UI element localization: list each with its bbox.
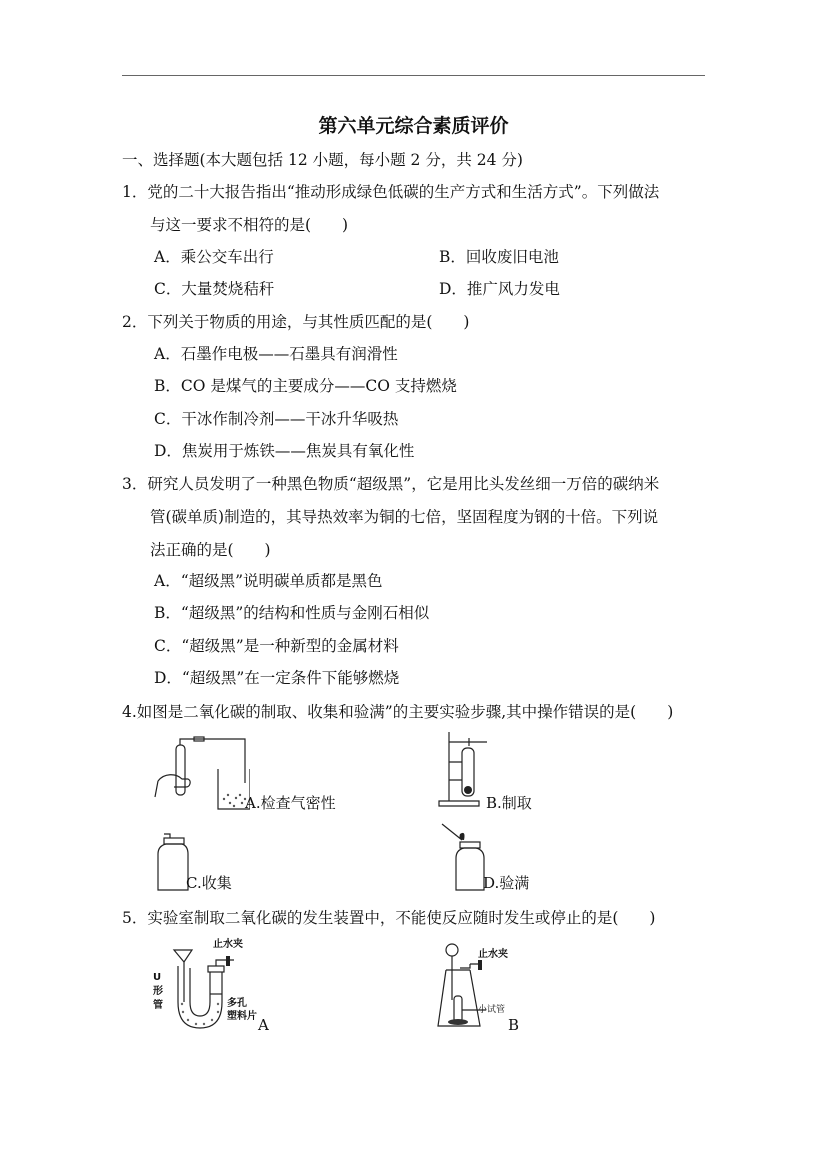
q1-option-b: B．回收废旧电池	[439, 248, 559, 266]
q4-option-d-label: D.验满	[483, 874, 530, 892]
q4-figure-a-airtightness	[150, 733, 250, 813]
q1-stem-line2: 与这一要求不相符的是( )	[150, 216, 349, 234]
q2-stem: 2．下列关于物质的用途，与其性质匹配的是( )	[122, 313, 470, 331]
q2-option-a: A．石墨作电极——石墨具有润滑性	[154, 345, 398, 363]
header-rule	[122, 75, 705, 76]
q4-stem: 4.如图是二氧化碳的制取、收集和验满”的主要实验步骤,其中操作错误的是( )	[122, 703, 674, 721]
q5-stem: 5．实验室制取二氧化碳的发生装置中，不能使反应随时发生或停止的是( )	[122, 909, 656, 927]
q5-option-b-label: B	[508, 1016, 520, 1034]
q2-option-c: C．干冰作制冷剂——干冰升华吸热	[154, 410, 399, 428]
q2-option-b: B．CO 是煤气的主要成分——CO 支持燃烧	[154, 377, 457, 395]
q5-a-u-label-3: 管	[153, 1000, 163, 1011]
q3-stem-line1: 3．研究人员发明了一种黑色物质“超级黑”，它是用比头发丝细一万倍的碳纳米	[122, 475, 660, 493]
q3-option-c: C．“超级黑”是一种新型的金属材料	[154, 637, 399, 655]
q3-stem-line3: 法正确的是( )	[150, 541, 271, 559]
q4-option-a-label: A.检查气密性	[245, 794, 336, 812]
q1-option-c: C．大量焚烧秸秆	[154, 280, 275, 298]
q5-b-clamp-label: 止水夹	[478, 949, 508, 960]
q4-option-b-label: B.制取	[486, 794, 532, 812]
q1-option-d: D．推广风力发电	[439, 280, 560, 298]
q5-a-plate-label-2: 塑料片	[227, 1011, 257, 1022]
q4-figure-d-check-full	[440, 818, 486, 892]
q3-option-a: A．“超级黑”说明碳单质都是黑色	[154, 572, 383, 590]
q1-stem-line1: 1．党的二十大报告指出“推动形成绿色低碳的生产方式和生活方式”。下列做法	[122, 183, 660, 201]
q5-b-tube-label: 小试管	[478, 1005, 506, 1015]
q4-option-c-label: C.收集	[186, 874, 232, 892]
q4-figure-b-preparation	[437, 730, 489, 810]
q5-option-a-label: A	[258, 1016, 269, 1034]
q3-stem-line2: 管(碳单质)制造的，其导热效率为铜的七倍，坚固程度为钢的十倍。下列说	[150, 508, 659, 526]
q1-option-a: A．乘公交车出行	[154, 248, 274, 266]
q3-option-d: D．“超级黑”在一定条件下能够燃烧	[154, 669, 400, 687]
section-heading: 一、选择题(本大题包括 12 小题，每小题 2 分，共 24 分)	[122, 151, 523, 169]
q5-a-clamp-label: 止水夹	[213, 939, 243, 950]
q5-a-u-label-1: U	[153, 972, 162, 983]
q2-option-d: D．焦炭用于炼铁——焦炭具有氧化性	[154, 442, 415, 460]
q5-a-u-label-2: 形	[153, 986, 163, 997]
page-title: 第六单元综合素质评价	[318, 115, 509, 137]
q5-a-plate-label-1: 多孔	[227, 998, 247, 1009]
q3-option-b: B．“超级黑”的结构和性质与金刚石相似	[154, 604, 430, 622]
